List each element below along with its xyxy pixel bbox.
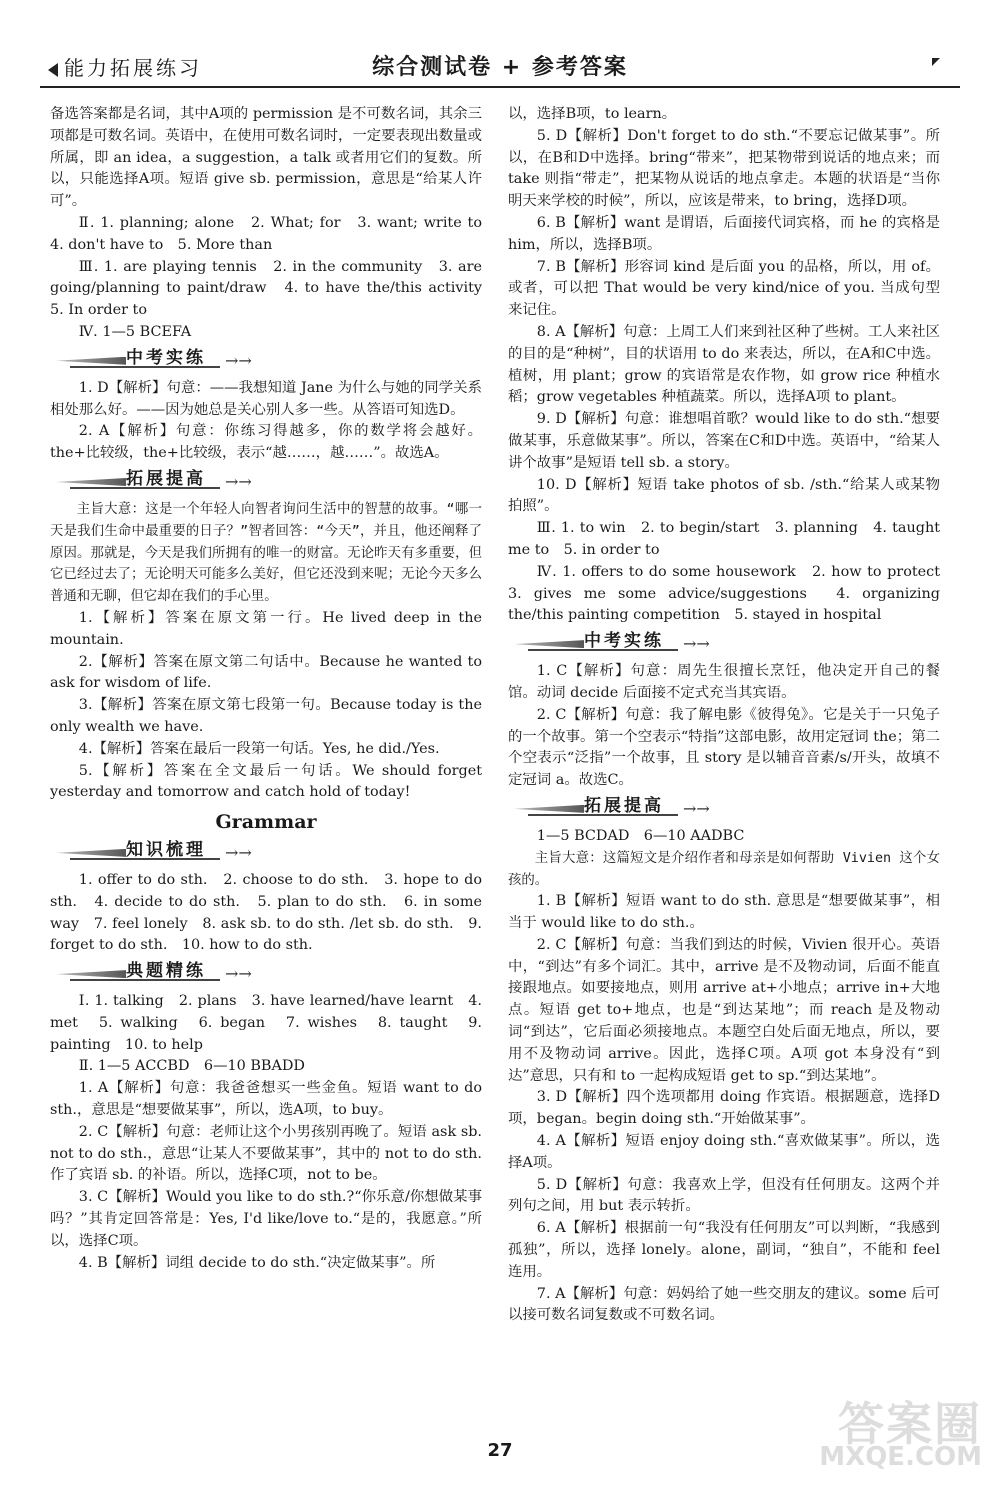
answer-group: 1. offer to do sth. 2. choose to do sth. 3. hope to do sth. 4. decide to do sth. 5. plan to do sth. 6. in some way 7. feel lonely 8. ask sb. to do sth. /let sb. do sth. 9. forget to do sth. 10. how to do sth. <box>50 871 482 954</box>
page-number: 27 <box>487 1440 513 1461</box>
answer-item: 1.【解析】答案在原文第一行。He lived deep in the mountain. <box>50 609 482 648</box>
double-arrow-icon: →→ <box>225 350 252 370</box>
answer-group: 1—5 BCDAD 6—10 AADBC <box>536 827 745 844</box>
answer-item: 2. A【解析】句意：你练习得越多，你的数学将会越好。the+比较级，the+比较级，表示“越……，越……”。故选A。 <box>50 423 482 462</box>
section-title: 拓展提高 <box>584 795 664 816</box>
section-title: 典题精练 <box>126 961 206 982</box>
main-idea-note: 主旨大意：这是一个年轻人向智者询问生活中的智慧的故事。“哪一天是我们生命中最重要的日子？”智者回答：“今天”，并且，他还阐释了原因。那就是，今天是我们所拥有的唯一的财富。无论昨天有多重要，但它已经过去了；无论明天可能多么美好，但它还没到来呢；无论今天多么普通和无聊，但它却在我们的手心里。 <box>50 501 482 605</box>
watermark-url: MXQE.COM <box>819 1442 982 1472</box>
double-arrow-icon: →→ <box>225 842 252 862</box>
answer-item: 1. D【解析】句意：——我想知道 Jane 为什么与她的同学关系相处那么好。——因为她总是关心别人多一些。从答语可知选D。 <box>50 379 482 418</box>
answer-item: 4.【解析】答案在最后一段第一句话。Yes, he did./Yes. <box>78 740 440 757</box>
answer-item: 2. C【解析】句意：我了解电影《彼得兔》。它是关于一只兔子的一个故事。第一个空表示“特指”这部电影，故用定冠词 the；第二个空表示“泛指”一个故事，且 story 是以辅音音素/s/开头，故填不定冠词 a。故选C。 <box>508 706 940 789</box>
double-arrow-icon: →→ <box>683 634 710 654</box>
answer-group: Ⅳ. 1. offers to do some housework 2. how to protect 3. gives me some advice/suggestions 4. organizing the/this painting competition 5. stayed in hospital <box>508 563 955 624</box>
answer-group: Ⅳ. 1—5 BCEFA <box>78 323 192 340</box>
answer-item: 1. A【解析】句意：我爸爸想买一些金鱼。短语 want to do sth.，意思是“想要做某事”，所以，选A项，to buy。 <box>50 1080 482 1119</box>
answer-item: 2. C【解析】句意：当我们到达的时候，Vivien 很开心。英语中，“到达”有多个词汇。其中，arrive 是不及物动词，后面不能直接跟地点。如要接地点，则用 arrive at+小地点；arrive in+大地点。短语 get to+地点，也是“到达某地”；而 reach 是及物动词“到达”，它后面必须接地点。本题空白处后面无地点，所以，要用不及物动词 arrive。因此，选择C项。A项 got 本身没有“到达”意思，只有和 to 一起构成短语 get to sp.“到达某地”。 <box>508 936 940 1084</box>
left-column <box>50 104 497 1274</box>
answer-item: 1. B【解析】短语 want to do sth. 意思是“想要做某事”，相当于 would like to do sth.。 <box>508 893 940 932</box>
answer-item: 2.【解析】答案在原文第二句话中。Because he wanted to ask for wisdom of life. <box>50 653 482 692</box>
answer-item: 1. C【解析】句意：周先生很擅长烹饪，他决定开自己的餐馆。动词 decide 后面接不定式充当其宾语。 <box>508 663 940 701</box>
section-title: 拓展提高 <box>126 468 206 489</box>
answer-item: 6. A【解析】根据前一句“我没有任何朋友”可以判断，“我感到孤独”，所以，选择 lonely。alone，副词，“独自”，不能和 feel 连用。 <box>508 1220 940 1280</box>
answer-item: 3.【解析】答案在原文第七段第一句。Because today is the only wealth we have. <box>50 697 482 735</box>
answer-item: 3. C【解析】Would you like to do sth.?“你乐意/你想做某事吗？”其肯定回答常是：Yes, I'd like/love to.“是的，我愿意。”所以，选择C项。 <box>50 1189 482 1249</box>
double-arrow-icon: →→ <box>225 471 252 491</box>
answer-item: 4. B【解析】词组 decide to do sth.“决定做某事”。所 <box>78 1254 436 1271</box>
answer-item: 4. A【解析】短语 enjoy doing sth.“喜欢做某事”。所以，选择A项。 <box>508 1133 940 1171</box>
answer-item: 9. D【解析】句意：谁想唱首歌？would like to do sth.“想要做某事，乐意做某事”。所以，答案在C和D中选。英语中，“给某人讲个故事”是短语 tell sb. a story。 <box>508 411 940 471</box>
answer-item: 3. D【解析】四个选项都用 doing 作宾语。根据题意，选择D项，began。begin doing sth.“开始做某事”。 <box>508 1089 940 1128</box>
answer-item: 6. B【解析】want 是谓语，后面接代词宾格，而 he 的宾格是 him，所以，选择B项。 <box>508 214 940 253</box>
page-header <box>40 46 960 88</box>
answer-group: Ⅰ. 1. talking 2. plans 3. have learned/have learnt 4. met 5. walking 6. began 7. wishes 8. taught 9. painting 10. to help <box>50 993 482 1053</box>
heading-arrow-decoration <box>514 640 584 648</box>
book-series-title: 能力拓展练习 <box>64 56 202 80</box>
answer-group: Ⅲ. 1. to win 2. to begin/start 3. planning 4. taught me to 5. in order to <box>508 520 940 558</box>
corner-mark-icon <box>932 58 940 66</box>
answer-group: Ⅲ. 1. are playing tennis 2. in the community 3. are going/planning to paint/draw 4. to have the/this activity 5. In order to <box>50 258 497 319</box>
main-idea-note: 主旨大意：这篇短文是介绍作者和母亲是如何帮助 Vivien 这个女孩的。 <box>508 850 940 888</box>
answer-item: 5.【解析】答案在全文最后一句话。We should forget yesterday and tomorrow and catch hold of today! <box>50 762 482 801</box>
right-column <box>508 104 955 1327</box>
section-heading <box>50 959 482 989</box>
answer-item: 5. D【解析】句意：我喜欢上学，但没有任何朋友。这两个并列句之间，用 but 表示转折。 <box>508 1176 940 1215</box>
answer-group: Ⅱ. 1—5 ACCBD 6—10 BBADD <box>78 1058 305 1075</box>
answer-item: 5. D【解析】Don't forget to do sth.“不要忘记做某事”。所以，在B和D中选择。bring“带来”，把某物带到说话的地点来；而 take 则指“带走”，把某物从说话的地点拿走。本题的状语是“当你明天来学校的时候”，所以，应该是带来，to bring，选择D项。 <box>508 127 940 210</box>
answer-item: 7. A【解析】句意：妈妈给了她一些交朋友的建议。some 后可以接可数名词复数或不可数名词。 <box>508 1285 940 1324</box>
answer-item: 10. D【解析】短语 take photos of sb. /sth.“给某人或某物拍照”。 <box>508 476 940 515</box>
answer-item: 7. B【解析】形容词 kind 是后面 you 的品格，所以，用 of。或者，可以把 That would be very kind/nice of you. 当成句型来记住。 <box>508 258 940 319</box>
section-heading <box>50 838 482 868</box>
double-arrow-icon: →→ <box>683 798 710 818</box>
section-heading <box>508 794 940 824</box>
heading-arrow-decoration <box>56 478 126 486</box>
watermark-logo-text: 答案圈 <box>838 1397 982 1451</box>
header-title: 综合测试卷 + 参考答案 <box>372 55 628 80</box>
answer-item: 2. C【解析】句意：老师让这个小男孩别再晚了。短语 ask sb. not to do sth.，意思“让某人不要做某事”，其中的 not to do sth. 作了宾语 sb. 的补语。所以，选择C项，not to be。 <box>50 1123 482 1184</box>
heading-arrow-decoration <box>514 805 584 813</box>
section-heading <box>50 346 482 376</box>
paragraph: 备选答案都是名词，其中A项的 permission 是不可数名词，其余三项都是可数名词。英语中，在使用可数名词时，一定要表现出数量或所属，即 an idea，a suggestion，a talk 或者用它们的复数。所以，只能选择A项。短语 give sb. permission，意思是“给某人许可”。 <box>50 106 482 210</box>
section-heading <box>508 629 940 659</box>
heading-arrow-decoration <box>56 970 126 978</box>
section-title: 中考实练 <box>126 347 206 368</box>
section-heading <box>50 467 482 497</box>
paragraph: 以，选择B项，to learn。 <box>508 106 677 122</box>
heading-arrow-decoration <box>56 357 126 365</box>
section-title: 中考实练 <box>584 631 664 652</box>
section-title: 知识梳理 <box>126 839 206 860</box>
heading-arrow-decoration <box>56 849 126 857</box>
answer-group: Ⅱ. 1. planning; alone 2. What; for 3. want; write to 4. don't have to 5. More than <box>50 214 497 253</box>
double-arrow-icon: →→ <box>225 964 252 984</box>
grammar-heading: Grammar <box>215 811 317 834</box>
site-watermark <box>786 1388 982 1478</box>
answer-item: 8. A【解析】句意：上周工人们来到社区种了些树。工人来社区的目的是“种树”，目的状语用 to do 来表达，所以，在A和C中选。植树，用 plant；grow 的宾语常是农作物，如 grow rice 种植水稻；grow vegetables 种植蔬菜。所以，选择A项 to plant。 <box>508 323 940 406</box>
